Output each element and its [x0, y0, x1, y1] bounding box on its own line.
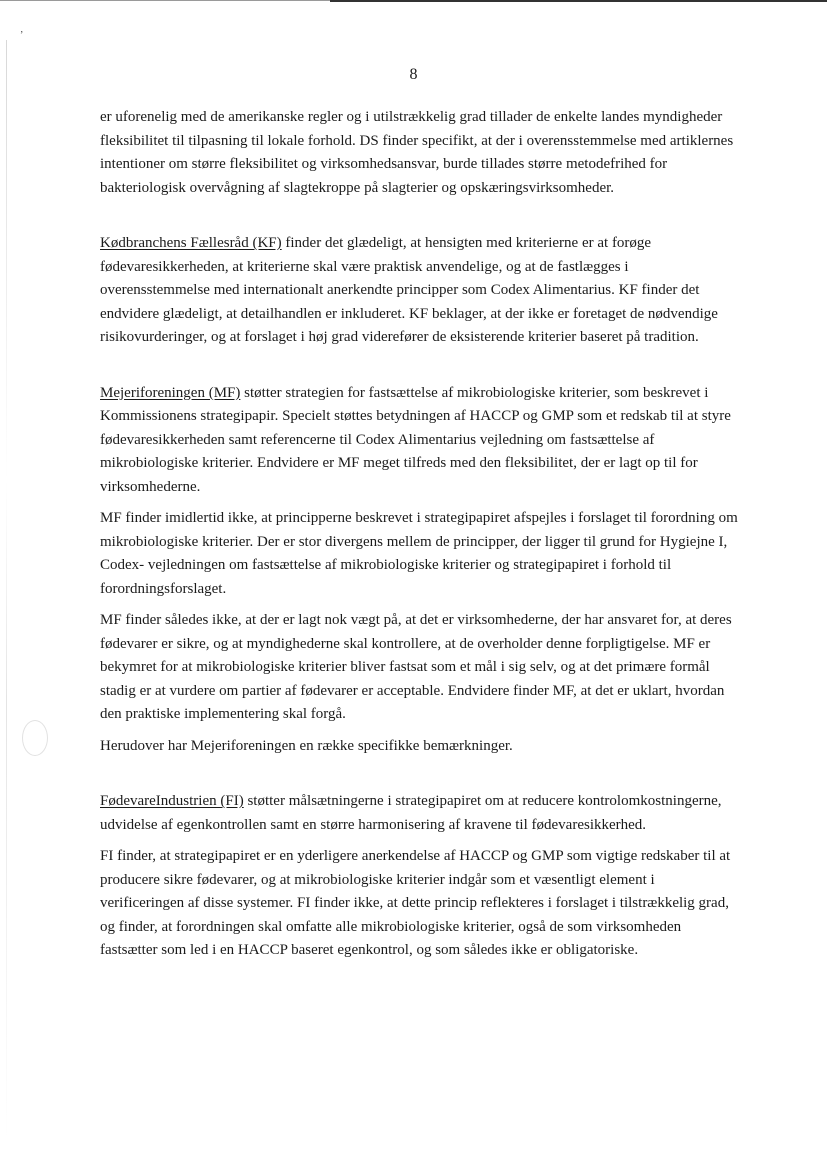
paragraph-text: MF finder således ikke, at der er lagt nok vægt på, at det er virksomhederne, der har ansvaret for, at deres fødevarer er sikre, og at myndighederne skal kontrollere, at de overholder denne forpligtigelse. MF er bekymret for at mikrobiologiske kriterier bliver fastsat som et mål i sig selv, og at det primære formål stadig er at vurdere om partier af fødevarer er acceptable. Endvidere finder MF, at det er uklart, hvordan den praktiske implementering skal forgå.	[100, 612, 732, 722]
scan-left-edge	[6, 40, 7, 1140]
document-body	[100, 106, 740, 963]
paragraph-text: støtter strategien for fastsættelse af mikrobiologiske kriterier, som beskrevet i Kommissionens strategipapir. Specielt støttes betydningen af HACCP og GMP som et redskab til at styre fødevaresikkerheden samt referencerne til Codex Alimentarius vejledning om fastsættelse af mikrobiologiske kriterier. Endvidere er MF meget tilfreds med den fleksibilitet, der er lagt op til for virksomhederne.	[100, 384, 731, 495]
punch-hole-mark	[22, 720, 48, 756]
paragraph	[100, 507, 740, 601]
paragraph	[100, 106, 740, 200]
organization-name: Kødbranchens Fællesråd (KF)	[100, 235, 282, 251]
paragraph-text: MF finder imidlertid ikke, at principperne beskrevet i strategipapiret afspejles i forslaget til forordning om mikrobiologiske kriterier. Der er stor divergens mellem de principper, der ligger til grund for Hygiejne I, Codex- vejledningen om fastsættelse af mikrobiologiske kriterier og strategipapiret i forhold til forordningsforslaget.	[100, 510, 738, 597]
paragraph	[100, 735, 740, 759]
section-gap	[100, 200, 740, 232]
paragraph-gap	[100, 837, 740, 845]
section-continuation	[100, 106, 740, 200]
section-gap	[100, 758, 740, 790]
paragraph-text: er uforenelig med de amerikanske regler og i utilstrækkelig grad tillader de enkelte landes myndigheder fleksibilitet til tilpasning til lokale forhold. DS finder specifikt, at der i overensstemmelse med artiklernes intentioner om større fleksibilitet og virksomhedsansvar, burde tillades større metodefrihed for bakteriologisk overvågning af slagtekroppe på slagterier og opskæringsvirksomheder.	[100, 109, 734, 196]
paragraph-text: Herudover har Mejeriforeningen en række specifikke bemærkninger.	[100, 737, 513, 754]
paragraph	[100, 845, 740, 963]
section-mf	[100, 382, 740, 759]
paragraph	[100, 232, 740, 350]
paragraph-gap	[100, 727, 740, 735]
section-kf	[100, 232, 740, 350]
scan-top-edge	[0, 0, 827, 3]
paragraph-gap	[100, 601, 740, 609]
organization-name: FødevareIndustrien (FI)	[100, 793, 244, 809]
paragraph	[100, 382, 740, 500]
paragraph	[100, 790, 740, 837]
paragraph-text: finder det glædeligt, at hensigten med kriterierne er at forøge fødevaresikkerheden, at kriterierne skal være praktisk anvendelige, og at de fastlægges i overensstemmelse med internationalt anerkendte principper som Codex Alimentarius. KF finder det endvidere glædeligt, at detailhandlen er inkluderet. KF beklager, at der ikke er foretaget de nødvendige risikovurderinger, og at forslaget i høj grad viderefører de eksisterende kriterier baseret på tradition.	[100, 235, 718, 345]
paragraph-text: FI finder, at strategipapiret er en yderligere anerkendelse af HACCP og GMP som vigtige redskaber til at producere sikre fødevarer, og at mikrobiologiske kriterier indgår som et væsentligt element i verificeringen af disse systemer. FI finder ikke, at dette princip reflekteres i forslaget i tilstrækkelig grad, og finder, at forordningen skal omfatte alle mikrobiologiske kriterier, også de som virksomheden fastsætter som led i en HACCP baseret egenkontrol, og som således ikke er obligatoriske.	[100, 848, 731, 958]
organization-name: Mejeriforeningen (MF)	[100, 384, 241, 401]
paragraph	[100, 609, 740, 727]
paragraph-text: støtter målsætningerne i strategipapiret om at reducere kontrolomkostningerne, udvidelse af egenkontrollen samt en større harmonisering af kravene til fødevaresikkerhed.	[100, 793, 722, 833]
paragraph-gap	[100, 499, 740, 507]
section-gap	[100, 350, 740, 382]
page-number: 8	[409, 66, 418, 83]
section-fi	[100, 790, 740, 963]
scan-speck: ’	[20, 30, 24, 41]
